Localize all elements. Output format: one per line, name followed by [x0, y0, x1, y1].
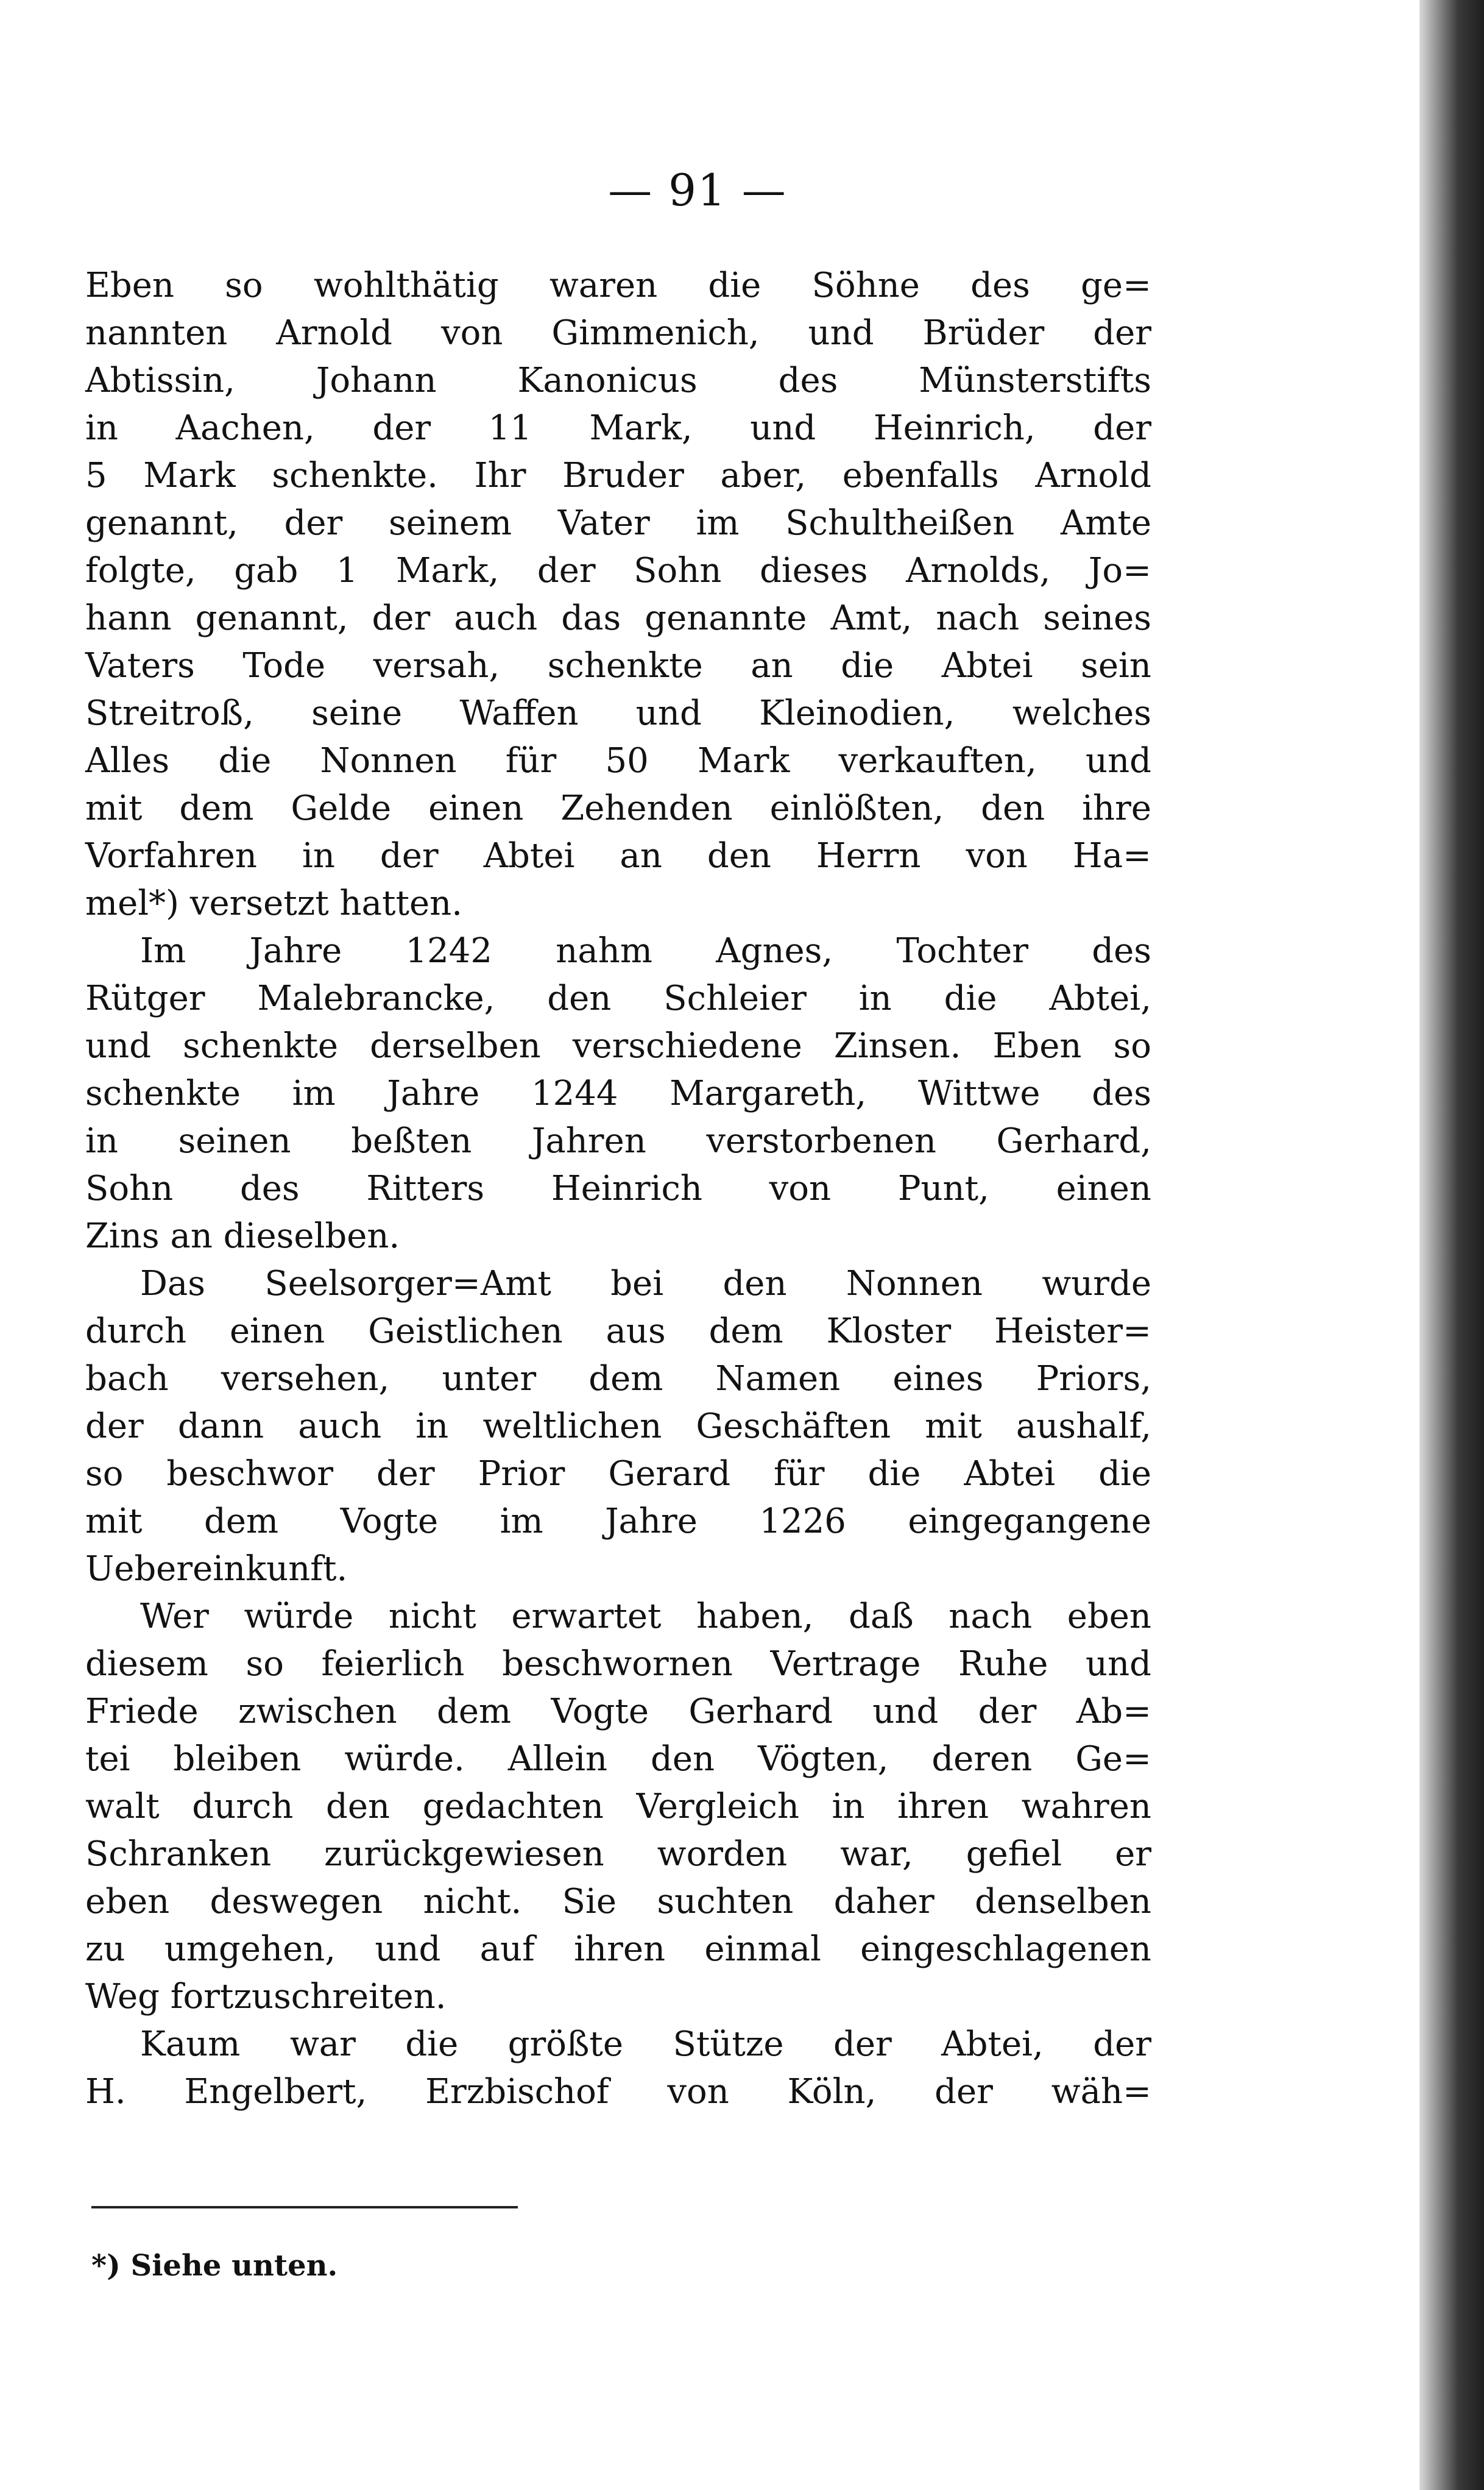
- text-line: in seinen beßten Jahren verstorbenen Gerhard,: [85, 1121, 1151, 1161]
- text-line: so beschwor der Prior Gerard für die Abtei die: [85, 1454, 1151, 1494]
- text-line: schenkte im Jahre 1244 Margareth, Wittwe des: [85, 1074, 1151, 1113]
- text-line: mit dem Gelde einen Zehenden einlößten, den ihre: [85, 789, 1151, 828]
- text-line: hann genannt, der auch das genannte Amt, nach seines: [85, 598, 1151, 638]
- text-line: Weg fortzuschreiten.: [85, 1977, 447, 2016]
- text-line: und schenkte derselben verschiedene Zinsen. Eben so: [85, 1026, 1151, 1066]
- text-line: Im Jahre 1242 nahm Agnes, Tochter des: [140, 931, 1151, 971]
- text-line: tei bleiben würde. Allein den Vögten, deren Ge=: [85, 1739, 1151, 1779]
- text-line: zu umgehen, und auf ihren einmal eingeschlagenen: [85, 1929, 1151, 1969]
- text-line: nannten Arnold von Gimmenich, und Brüder der: [85, 313, 1151, 353]
- text-line: Friede zwischen dem Vogte Gerhard und der Ab=: [85, 1692, 1151, 1731]
- text-line: bach versehen, unter dem Namen eines Priors,: [85, 1359, 1151, 1399]
- text-line: Uebereinkunft.: [85, 1549, 348, 1589]
- text-line: genannt, der seinem Vater im Schultheißen Amte: [85, 503, 1151, 543]
- text-line: Rütger Malebrancke, den Schleier in die Abtei,: [85, 979, 1151, 1018]
- text-line: durch einen Geistlichen aus dem Kloster Heister=: [85, 1311, 1151, 1351]
- text-line: mel*) versetzt hatten.: [85, 884, 463, 923]
- text-line: Zins an dieselben.: [85, 1216, 400, 1256]
- text-line: in Aachen, der 11 Mark, und Heinrich, der: [85, 408, 1151, 448]
- text-line: H. Engelbert, Erzbischof von Köln, der wäh=: [85, 2072, 1151, 2112]
- text-line: der dann auch in weltlichen Geschäften mit aushalf,: [85, 1406, 1151, 1446]
- text-line: Abtissin, Johann Kanonicus des Münsterstifts: [85, 361, 1151, 400]
- text-line: eben deswegen nicht. Sie suchten daher denselben: [85, 1882, 1151, 1921]
- book-spine-shadow: [1419, 0, 1484, 2490]
- text-line: Eben so wohlthätig waren die Söhne des ge=: [85, 266, 1151, 305]
- page-number: — 91 —: [608, 165, 787, 216]
- text-line: Sohn des Ritters Heinrich von Punt, einen: [85, 1169, 1151, 1208]
- text-line: folgte, gab 1 Mark, der Sohn dieses Arnolds, Jo=: [85, 551, 1151, 591]
- text-line: Vorfahren in der Abtei an den Herrn von Ha=: [85, 836, 1151, 876]
- footnote-divider: [91, 2206, 518, 2208]
- footnote: *) Siehe unten.: [91, 2249, 338, 2283]
- text-line: mit dem Vogte im Jahre 1226 eingegangene: [85, 1502, 1151, 1541]
- body-text: [85, 262, 1151, 2116]
- text-line: Vaters Tode versah, schenkte an die Abtei sein: [85, 646, 1151, 686]
- text-line: 5 Mark schenkte. Ihr Bruder aber, ebenfalls Arnold: [85, 456, 1151, 495]
- text-line: Streitroß, seine Waffen und Kleinodien, welches: [85, 693, 1151, 733]
- text-line: Das Seelsorger=Amt bei den Nonnen wurde: [140, 1264, 1151, 1304]
- text-line: Wer würde nicht erwartet haben, daß nach eben: [140, 1597, 1151, 1636]
- text-line: Alles die Nonnen für 50 Mark verkauften, und: [85, 741, 1151, 781]
- text-line: Schranken zurückgewiesen worden war, gefiel er: [85, 1834, 1151, 1874]
- text-line: Kaum war die größte Stütze der Abtei, der: [140, 2024, 1151, 2064]
- text-line: diesem so feierlich beschwornen Vertrage Ruhe und: [85, 1644, 1151, 1684]
- text-line: walt durch den gedachten Vergleich in ihren wahren: [85, 1787, 1151, 1826]
